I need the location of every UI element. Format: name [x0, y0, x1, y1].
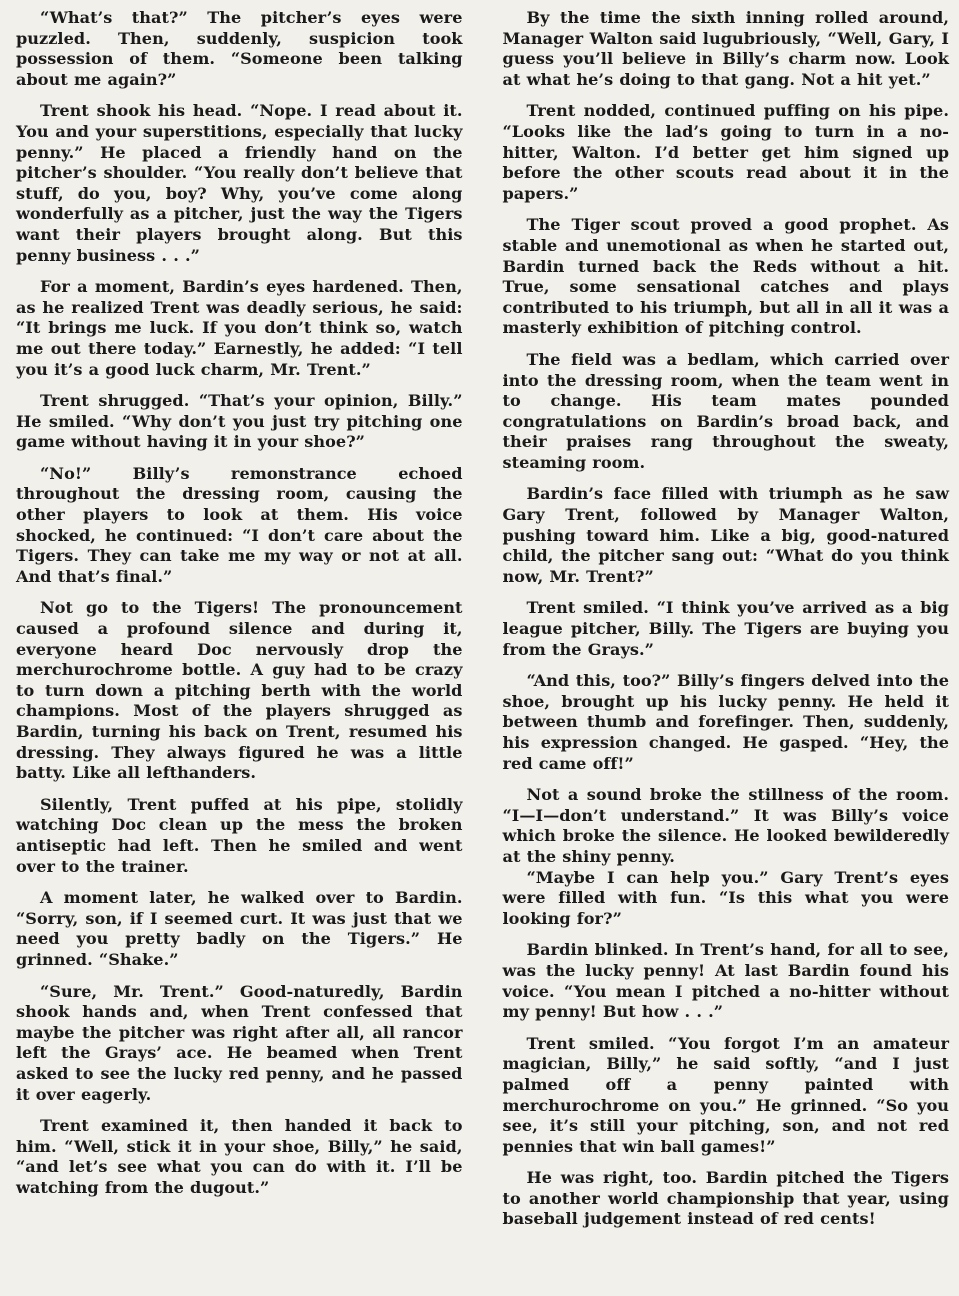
- paragraph: Trent shook his head. “Nope. I read about it. You and your superstitions, especially that lucky penny.” He placed a friendly hand on the pitcher’s shoulder. “You really don’t believe that stuff, do you, boy? Why, you’ve come along wonderfully as a pitcher, just the way the Tigers want their players brought along. But this penny business . . .”: [16, 101, 463, 265]
- paragraph: Silently, Trent puffed at his pipe, stolidly watching Doc clean up the mess the broken antiseptic had left. Then he smiled and went over to the trainer.: [16, 794, 463, 876]
- right-column: [503, 8, 950, 1296]
- paragraph: Bardin’s face filled with triumph as he saw Gary Trent, followed by Manager Walton, pushing toward him. Like a big, good-natured child, the pitcher sang out: “What do you think now, Mr. Trent?”: [502, 484, 949, 586]
- paragraph: A moment later, he walked over to Bardin. “Sorry, son, if I seemed curt. It was just that we need you pretty badly on the Tigers.” He grinned. “Shake.”: [16, 888, 463, 969]
- paragraph: Trent shrugged. “That’s your opinion, Billy.” He smiled. “Why don’t you just try pitching one game without having it in your shoe?”: [16, 391, 463, 452]
- paragraph: Not a sound broke the stillness of the room. “I—I—don’t understand.” It was Billy’s voice which broke the silence. He looked bewilderedly at the shiny penny.: [502, 785, 949, 866]
- left-column: [16, 8, 463, 1296]
- paragraph: Bardin blinked. In Trent’s hand, for all to see, was the lucky penny! At last Bardin found his voice. “You mean I pitched a no-hitter without my penny! But how . . .”: [502, 940, 949, 1022]
- paragraph: Trent smiled. “I think you’ve arrived as a big league pitcher, Billy. The Tigers are buying you from the Grays.”: [502, 598, 949, 659]
- paragraph: The field was a bedlam, which carried over into the dressing room, when the team went in to change. His team mates pounded congratulations on Bardin’s broad back, and their praises rang throughout the sweaty, steaming room.: [502, 349, 949, 472]
- paragraph: Not go to the Tigers! The pronouncement caused a profound silence and during it, everyone heard Doc nervously drop the merchurochrome bottle. A guy had to be crazy to turn down a pitching berth with the world champions. Most of the players shrugged as Bardin, turning his back on Trent, resumed his dressing. They always figured he was a little batty. Like all lefthanders.: [16, 598, 463, 783]
- paragraph: Trent nodded, continued puffing on his pipe. “Looks like the lad’s going to turn in a no-hitter, Walton. I’d better get him signed up before the other scouts read about it in the papers.”: [502, 101, 949, 203]
- paragraph: “Maybe I can help you.” Gary Trent’s eyes were filled with fun. “Is this what you were looking for?”: [502, 867, 949, 928]
- paragraph: The Tiger scout proved a good prophet. As stable and unemotional as when he started out, Bardin turned back the Reds without a hit. True, some sensational catches and plays contributed to his triumph, but all in all it was a masterly exhibition of pitching control.: [502, 215, 949, 338]
- paragraph: “No!” Billy’s remonstrance echoed throughout the dressing room, causing the other players to look at them. His voice shocked, he continued: “I don’t care about the Tigers. They can take me my way or not at all. And that’s final.”: [16, 463, 463, 586]
- paragraph: Trent examined it, then handed it back to him. “Well, stick it in your shoe, Billy,” he said, “and let’s see what you can do with it. I’ll be watching from the dugout.”: [16, 1116, 463, 1197]
- paragraph: He was right, too. Bardin pitched the Tigers to another world championship that year, using baseball judgement instead of red cents!: [502, 1168, 949, 1229]
- paragraph: “What’s that?” The pitcher’s eyes were puzzled. Then, suddenly, suspicion took possession of them. “Someone been talking about me again?”: [16, 8, 463, 89]
- paragraph: By the time the sixth inning rolled around, Manager Walton said lugubriously, “Well, Gary, I guess you’ll believe in Billy’s charm now. Look at what he’s doing to that gang. Not a hit yet.”: [502, 8, 949, 89]
- paragraph: “Sure, Mr. Trent.” Good-naturedly, Bardin shook hands and, when Trent confessed that maybe the pitcher was right after all, all rancor left the Grays’ ace. He beamed when Trent asked to see the lucky red penny, and he passed it over eagerly.: [16, 981, 463, 1104]
- paragraph: For a moment, Bardin’s eyes hardened. Then, as he realized Trent was deadly serious, he said: “It brings me luck. If you don’t think so, watch me out there today.” Earnestly, he added: “I tell you it’s a good luck charm, Mr. Trent.”: [16, 277, 463, 379]
- paragraph: “And this, too?” Billy’s fingers delved into the shoe, brought up his lucky penny. He held it between thumb and forefinger. Then, suddenly, his expression changed. He gasped. “Hey, the red came off!”: [502, 671, 949, 773]
- paragraph: Trent smiled. “You forgot I’m an amateur magician, Billy,” he said softly, “and I just palmed off a penny painted with merchurochrome on you.” He grinned. “So you see, it’s still your pitching, son, and not red pennies that win ball games!”: [502, 1033, 949, 1156]
